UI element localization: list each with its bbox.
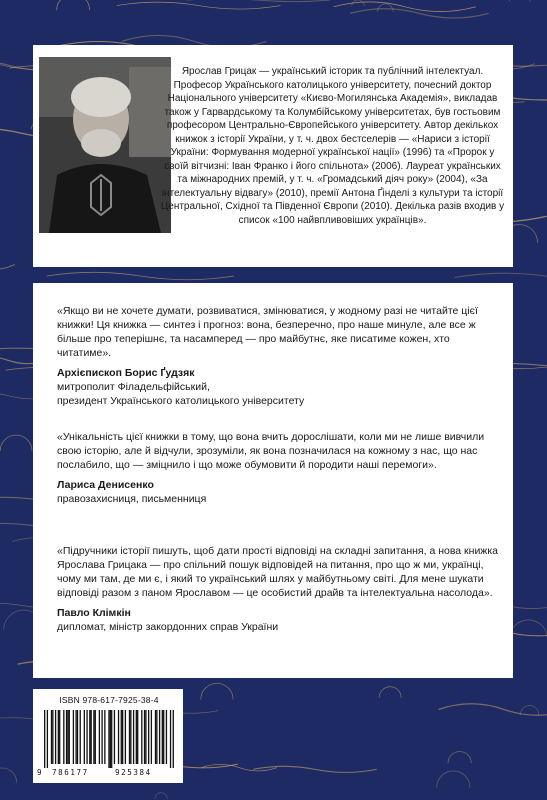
quote-text: «Підручники історії пишуть, щоб дати прості відповіді на складні запитання, а нова книжка Ярослава Грицака — про спільний пошук відповідей на питання, про що ж ми, українці, чому ми там, де ми є, і який то український шлях у майбутньому світі. Для мене шукати відповіді разом з паном Ярославом — це особистий драйв та інтелектуальна насолода».: [57, 545, 498, 599]
quote-author: Павло Клімкін: [57, 607, 131, 619]
quote-role: правозахисниця, письменниця: [57, 493, 207, 505]
quote-author: Лариса Денисенко: [57, 479, 154, 491]
barcode-digit-first: 9: [37, 768, 42, 777]
quote-gudziak: [57, 304, 502, 408]
quotes-panel: [33, 283, 513, 678]
quote-klimkin: [57, 544, 502, 634]
barcode-digits-left: 786177: [52, 768, 89, 777]
quote-text: «Унікальність цієї книжки в тому, що вона вчить дорослішати, коли ми не лише вивчили свою історію, але й відчули, зрозуміли, як вона позначилася на кожному з нас, що нас послабило, що — зміцнило і що може обумовити й породити наші перемоги».: [57, 431, 485, 471]
quote-denysenko: [57, 430, 502, 506]
quote-role: митрополит Філадельфійський,: [57, 381, 210, 393]
quote-role: президент Українського католицького університету: [57, 395, 305, 407]
quote-role: дипломат, міністр закордонних справ України: [57, 621, 279, 633]
barcode-panel: [33, 689, 183, 783]
barcode-digits-right: 925384: [115, 768, 152, 777]
author-portrait-icon: [39, 57, 171, 233]
author-photo: [39, 57, 171, 233]
barcode-icon: [44, 710, 174, 768]
author-bio: Ярослав Грицак — український історик та публічний інтелектуал. Професор Українського католицького університету, почесний доктор Національного університету «Києво-Могилянська Академія», викладав також у Гарвардському та Колумбійському університетах, був гостьовим професором Центрально-Європейського університету. Автор декількох книжок з історії України, у т. ч. двох бестселерів — «Нариси з історії України: Формування модерної української нації» (1996) та «Пророк у своїй вітчизні: Іван Франко і його спільнота» (2006). Лауреат українських та міжнародних премій, у т. ч. «Громадський діяч року» (2004), «За інтелектуальну відвагу» (2010), премії Антона Ґінделі з культури та історії Центральної, Східної та Південної Європи (2010). Декілька разів входив у список «100 найвпливовіших українців».: [160, 66, 505, 226]
quote-author: Архієпископ Борис Ґудзяк: [57, 367, 195, 379]
author-panel: [33, 45, 513, 267]
quote-text: «Якщо ви не хочете думати, розвиватися, змінюватися, у жодному разі не читайте цієї книжки! Ця книжка — синтез і прогноз: вона, безперечно, про наше минуле, але все ж більше про теперішнє, та насамперед — про майбутнє, яке писатиме кожен, хто читатиме».: [57, 305, 478, 359]
isbn-label: ISBN 978-617-7925-38-4: [59, 695, 159, 705]
